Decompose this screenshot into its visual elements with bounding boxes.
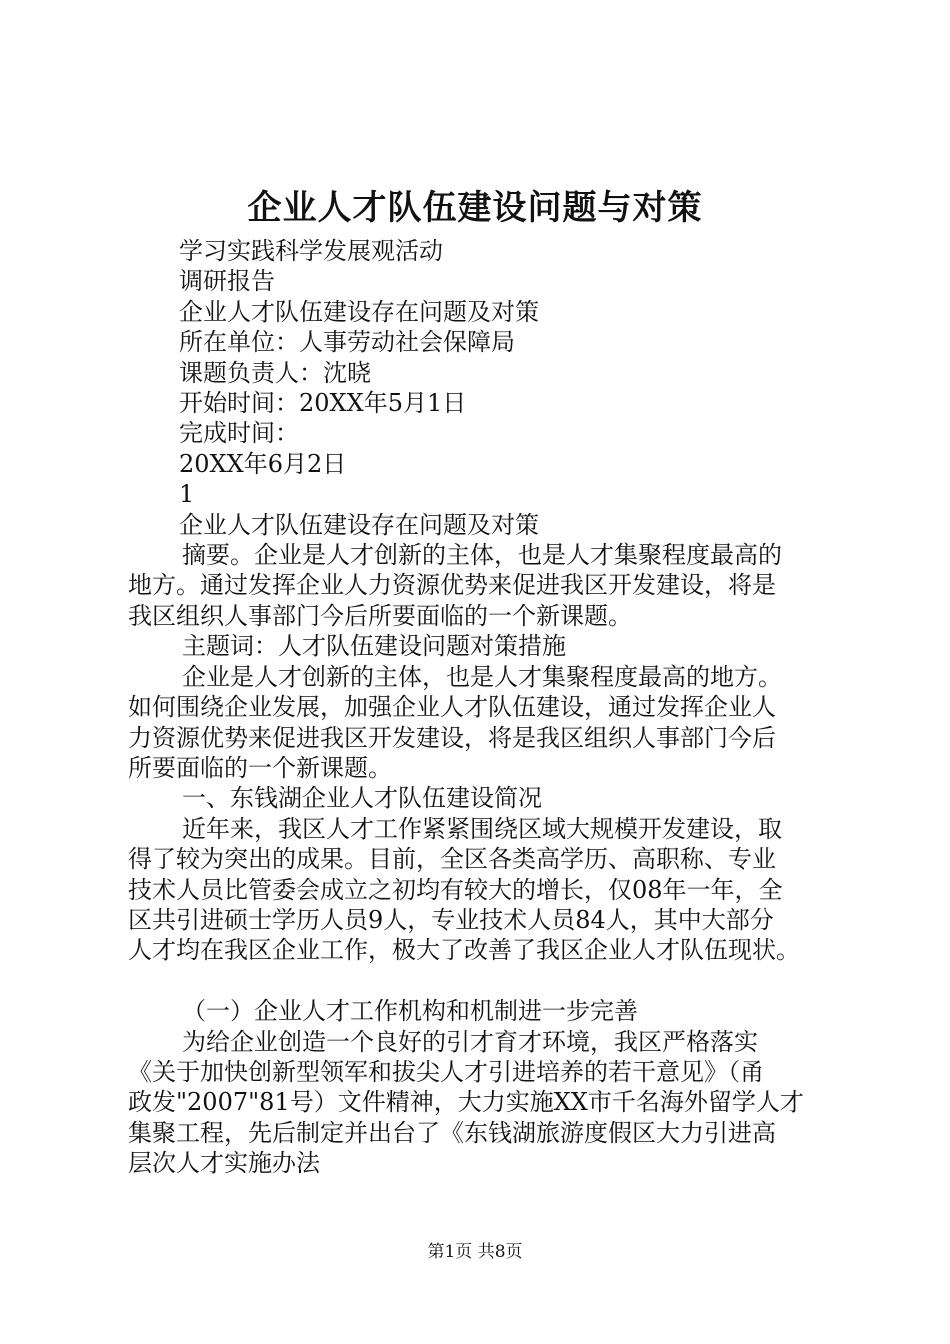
text-line: 如何围绕企业发展，加强企业人才队伍建设，通过发挥企业人 — [128, 693, 776, 722]
text-line: 课题负责人：沈晓 — [179, 358, 371, 387]
paragraph-gap — [128, 966, 830, 996]
text-line: 技术人员比管委会成立之初均有较大的增长，仅08年一年，全 — [128, 875, 783, 904]
section-heading: 一、东钱湖企业人才队伍建设简况 — [182, 784, 542, 813]
subsection-heading: （一）企业人才工作机构和机制进一步完善 — [182, 997, 638, 1026]
page-footer: 第1页 共8页 — [427, 1242, 523, 1262]
text-line: 地方。通过发挥企业人力资源优势来促进我区开发建设，将是 — [128, 571, 776, 600]
text-line: 《关于加快创新型领军和拔尖人才引进培养的若干意见》（甬 — [128, 1057, 764, 1086]
text-line: 为给企业创造一个良好的引才育才环境，我区严格落实 — [182, 1027, 758, 1056]
document-title: 企业人才队伍建设问题与对策 — [247, 188, 703, 228]
document-body — [128, 236, 830, 1179]
text-line: 人才均在我区企业工作，极大了改善了我区企业人才队伍现状。 — [128, 936, 800, 965]
text-line: 企业人才队伍建设存在问题及对策 — [179, 297, 539, 326]
text-line: 层次人才实施办法 — [128, 1149, 320, 1178]
text-line: 调研报告 — [179, 267, 275, 296]
text-line: 摘要。企业是人才创新的主体，也是人才集聚程度最高的 — [182, 541, 782, 570]
text-line: 所要面临的一个新课题。 — [128, 753, 392, 782]
text-line: 力资源优势来促进我区开发建设，将是我区组织人事部门今后 — [128, 723, 776, 752]
text-line: 集聚工程，先后制定并出台了《东钱湖旅游度假区大力引进高 — [128, 1118, 776, 1147]
text-line: 20XX年6月2日 — [179, 449, 347, 478]
text-line: 主题词：人才队伍建设问题对策措施 — [182, 632, 566, 661]
text-line: 开始时间：20XX年5月1日 — [179, 389, 467, 418]
text-line: 政发"2007"81号）文件精神，大力实施XX市千名海外留学人才 — [128, 1088, 804, 1117]
text-line: 1 — [179, 480, 195, 509]
text-line: 完成时间： — [179, 419, 299, 448]
text-line: 学习实践科学发展观活动 — [179, 237, 443, 265]
text-line: 近年来，我区人才工作紧紧围绕区域大规模开发建设，取 — [182, 814, 782, 843]
text-line: 企业是人才创新的主体，也是人才集聚程度最高的地方。 — [182, 662, 782, 691]
text-line: 所在单位：人事劳动社会保障局 — [179, 328, 515, 357]
text-line: 区共引进硕士学历人员9人，专业技术人员84人，其中大部分 — [128, 905, 774, 934]
text-line: 企业人才队伍建设存在问题及对策 — [179, 510, 539, 539]
text-line: 我区组织人事部门今后所要面临的一个新课题。 — [128, 601, 632, 630]
text-line: 得了较为突出的成果。目前，全区各类高学历、高职称、专业 — [128, 845, 776, 874]
